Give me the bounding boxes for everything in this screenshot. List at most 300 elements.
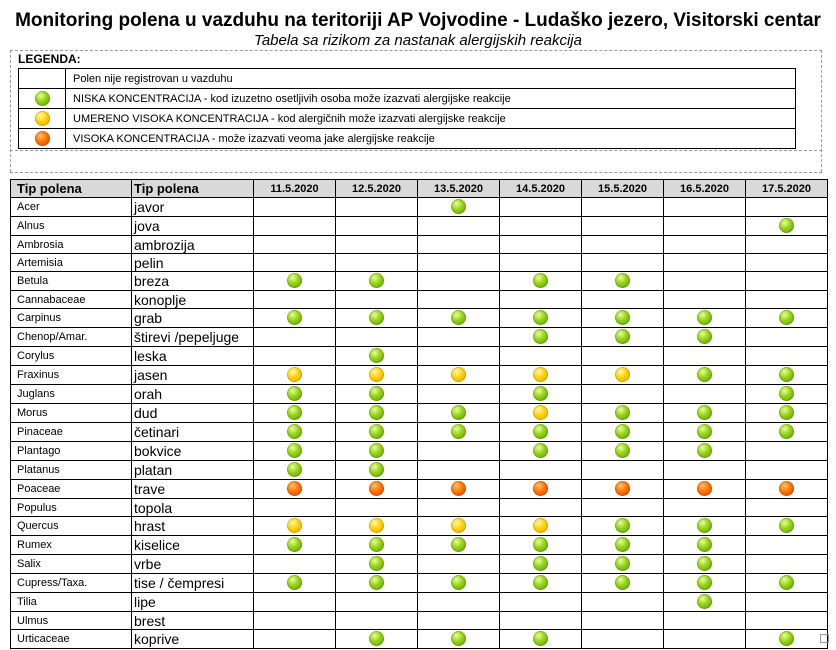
- green-dot-icon: [697, 556, 712, 571]
- green-dot-icon: [287, 386, 302, 401]
- level-cell: [254, 366, 336, 385]
- green-dot-icon: [451, 631, 466, 646]
- level-cell: [664, 366, 746, 385]
- latin-name-cell: Cupress/Taxa.: [11, 574, 132, 593]
- latin-name-cell: Cannabaceae: [11, 291, 132, 309]
- level-cell: [664, 385, 746, 404]
- green-dot-icon: [697, 575, 712, 590]
- level-cell: [664, 442, 746, 461]
- level-cell: [500, 328, 582, 347]
- table-row: [11, 593, 828, 612]
- local-name-cell: koprive: [132, 630, 254, 649]
- level-cell: [336, 480, 418, 499]
- legend-text: Polen nije registrovan u vazduhu: [66, 69, 796, 89]
- level-cell: [418, 328, 500, 347]
- local-name-cell: brest: [132, 612, 254, 630]
- level-cell: [418, 555, 500, 574]
- legend-row: [19, 89, 796, 109]
- level-cell: [418, 198, 500, 217]
- level-cell: [664, 291, 746, 309]
- level-cell: [582, 423, 664, 442]
- level-cell: [254, 198, 336, 217]
- level-cell: [582, 574, 664, 593]
- level-cell: [746, 291, 828, 309]
- level-cell: [254, 536, 336, 555]
- table-row: [11, 236, 828, 254]
- green-dot-icon: [533, 443, 548, 458]
- level-cell: [664, 309, 746, 328]
- level-cell: [746, 480, 828, 499]
- green-dot-icon: [369, 310, 384, 325]
- legend-symbol: [19, 129, 66, 149]
- table-row: [11, 366, 828, 385]
- level-cell: [418, 236, 500, 254]
- table-row: [11, 517, 828, 536]
- level-cell: [582, 517, 664, 536]
- legend-symbol: [19, 109, 66, 129]
- green-dot-icon: [615, 424, 630, 439]
- green-dot-icon: [451, 310, 466, 325]
- level-cell: [664, 612, 746, 630]
- level-cell: [336, 461, 418, 480]
- green-dot-icon: [533, 424, 548, 439]
- level-cell: [418, 385, 500, 404]
- level-cell: [664, 347, 746, 366]
- green-dot-icon: [697, 329, 712, 344]
- legend-title: LEGENDA:: [18, 52, 81, 66]
- level-cell: [336, 385, 418, 404]
- level-cell: [418, 291, 500, 309]
- level-cell: [664, 198, 746, 217]
- level-cell: [664, 517, 746, 536]
- local-name-cell: jova: [132, 217, 254, 236]
- green-dot-icon: [615, 575, 630, 590]
- level-cell: [500, 291, 582, 309]
- yellow-dot-icon: [287, 518, 302, 533]
- green-dot-icon: [697, 537, 712, 552]
- level-cell: [582, 291, 664, 309]
- level-cell: [500, 385, 582, 404]
- level-cell: [254, 272, 336, 291]
- green-dot-icon: [615, 273, 630, 288]
- level-cell: [582, 442, 664, 461]
- header-date: 16.5.2020: [664, 180, 746, 198]
- level-cell: [418, 442, 500, 461]
- local-name-cell: tise / čempresi: [132, 574, 254, 593]
- green-dot-icon: [697, 310, 712, 325]
- level-cell: [746, 236, 828, 254]
- red-dot-icon: [369, 481, 384, 496]
- level-cell: [418, 517, 500, 536]
- level-cell: [664, 254, 746, 272]
- green-dot-icon: [697, 424, 712, 439]
- level-cell: [582, 555, 664, 574]
- level-cell: [582, 272, 664, 291]
- green-dot-icon: [451, 575, 466, 590]
- level-cell: [500, 536, 582, 555]
- legend-symbol: [19, 69, 66, 89]
- level-cell: [336, 366, 418, 385]
- local-name-cell: lipe: [132, 593, 254, 612]
- green-dot-icon: [451, 199, 466, 214]
- legend-row: [19, 109, 796, 129]
- level-cell: [582, 217, 664, 236]
- green-dot-icon: [287, 310, 302, 325]
- green-dot-icon: [615, 405, 630, 420]
- level-cell: [582, 536, 664, 555]
- local-name-cell: štirevi /pepeljuge: [132, 328, 254, 347]
- table-row: [11, 217, 828, 236]
- local-name-cell: leska: [132, 347, 254, 366]
- level-cell: [254, 254, 336, 272]
- level-cell: [582, 461, 664, 480]
- latin-name-cell: Carpinus: [11, 309, 132, 328]
- level-cell: [254, 480, 336, 499]
- level-cell: [336, 217, 418, 236]
- level-cell: [254, 309, 336, 328]
- table-row: [11, 442, 828, 461]
- page-corner-marker: [820, 634, 829, 643]
- header-local-name: Tip polena: [132, 180, 254, 198]
- table-row: [11, 612, 828, 630]
- local-name-cell: dud: [132, 404, 254, 423]
- level-cell: [582, 593, 664, 612]
- level-cell: [664, 574, 746, 593]
- legend-frame-bottom: [10, 172, 822, 173]
- level-cell: [336, 630, 418, 649]
- level-cell: [336, 517, 418, 536]
- level-cell: [254, 328, 336, 347]
- level-cell: [418, 574, 500, 593]
- level-cell: [582, 630, 664, 649]
- legend-frame-top: [10, 50, 822, 51]
- yellow-dot-icon: [369, 367, 384, 382]
- latin-name-cell: Ambrosia: [11, 236, 132, 254]
- level-cell: [254, 499, 336, 517]
- table-row: [11, 555, 828, 574]
- local-name-cell: vrbe: [132, 555, 254, 574]
- level-cell: [336, 593, 418, 612]
- level-cell: [746, 593, 828, 612]
- green-dot-icon: [451, 537, 466, 552]
- yellow-dot-icon: [533, 518, 548, 533]
- green-dot-icon: [533, 537, 548, 552]
- green-dot-icon: [779, 575, 794, 590]
- latin-name-cell: Rumex: [11, 536, 132, 555]
- level-cell: [500, 630, 582, 649]
- level-cell: [418, 217, 500, 236]
- level-cell: [664, 536, 746, 555]
- green-dot-icon: [369, 405, 384, 420]
- table-row: [11, 254, 828, 272]
- header-date: 11.5.2020: [254, 180, 336, 198]
- green-dot-icon: [779, 218, 794, 233]
- table-header-row: [11, 180, 828, 198]
- level-cell: [582, 499, 664, 517]
- level-cell: [746, 517, 828, 536]
- level-cell: [664, 272, 746, 291]
- level-cell: [254, 574, 336, 593]
- latin-name-cell: Populus: [11, 499, 132, 517]
- local-name-cell: konoplje: [132, 291, 254, 309]
- latin-name-cell: Quercus: [11, 517, 132, 536]
- level-cell: [254, 236, 336, 254]
- latin-name-cell: Morus: [11, 404, 132, 423]
- local-name-cell: javor: [132, 198, 254, 217]
- table-row: [11, 198, 828, 217]
- table-row: [11, 461, 828, 480]
- red-dot-icon: [287, 481, 302, 496]
- green-dot-icon: [615, 310, 630, 325]
- latin-name-cell: Alnus: [11, 217, 132, 236]
- header-date: 15.5.2020: [582, 180, 664, 198]
- green-dot-icon: [615, 443, 630, 458]
- level-cell: [500, 404, 582, 423]
- latin-name-cell: Juglans: [11, 385, 132, 404]
- green-dot-icon: [369, 273, 384, 288]
- level-cell: [746, 309, 828, 328]
- level-cell: [746, 385, 828, 404]
- table-row: [11, 536, 828, 555]
- legend-text: VISOKA KONCENTRACIJA - može izazvati veoma jake alergijske reakcije: [66, 129, 796, 149]
- legend-text: UMERENO VISOKA KONCENTRACIJA - kod alergičnih može izazvati alergijske reakcije: [66, 109, 796, 129]
- level-cell: [418, 536, 500, 555]
- level-cell: [418, 593, 500, 612]
- yellow-dot-icon: [451, 518, 466, 533]
- green-dot-icon: [615, 537, 630, 552]
- level-cell: [582, 347, 664, 366]
- latin-name-cell: Tilia: [11, 593, 132, 612]
- level-cell: [418, 499, 500, 517]
- latin-name-cell: Salix: [11, 555, 132, 574]
- level-cell: [418, 612, 500, 630]
- level-cell: [746, 536, 828, 555]
- level-cell: [746, 499, 828, 517]
- local-name-cell: hrast: [132, 517, 254, 536]
- latin-name-cell: Acer: [11, 198, 132, 217]
- level-cell: [254, 423, 336, 442]
- yellow-dot-icon: [533, 367, 548, 382]
- level-cell: [500, 480, 582, 499]
- local-name-cell: grab: [132, 309, 254, 328]
- local-name-cell: topola: [132, 499, 254, 517]
- level-cell: [418, 630, 500, 649]
- legend-row: [19, 129, 796, 149]
- latin-name-cell: Pinaceae: [11, 423, 132, 442]
- level-cell: [336, 499, 418, 517]
- level-cell: [582, 404, 664, 423]
- level-cell: [254, 593, 336, 612]
- level-cell: [664, 328, 746, 347]
- green-dot-icon: [287, 537, 302, 552]
- yellow-dot-icon: [35, 111, 50, 126]
- table-row: [11, 404, 828, 423]
- local-name-cell: trave: [132, 480, 254, 499]
- page-subtitle: Tabela sa rizikom za nastanak alergijskih reakcija: [254, 32, 582, 49]
- level-cell: [500, 217, 582, 236]
- green-dot-icon: [533, 575, 548, 590]
- green-dot-icon: [369, 556, 384, 571]
- level-cell: [500, 461, 582, 480]
- level-cell: [418, 404, 500, 423]
- latin-name-cell: Chenop/Amar.: [11, 328, 132, 347]
- level-cell: [746, 198, 828, 217]
- green-dot-icon: [287, 405, 302, 420]
- legend-symbol: [19, 89, 66, 109]
- level-cell: [254, 630, 336, 649]
- level-cell: [582, 328, 664, 347]
- table-row: [11, 291, 828, 309]
- level-cell: [500, 254, 582, 272]
- level-cell: [336, 291, 418, 309]
- red-dot-icon: [451, 481, 466, 496]
- level-cell: [254, 291, 336, 309]
- level-cell: [746, 442, 828, 461]
- green-dot-icon: [451, 424, 466, 439]
- green-dot-icon: [451, 405, 466, 420]
- level-cell: [254, 347, 336, 366]
- local-name-cell: četinari: [132, 423, 254, 442]
- level-cell: [582, 612, 664, 630]
- table-row: [11, 272, 828, 291]
- green-dot-icon: [615, 556, 630, 571]
- local-name-cell: platan: [132, 461, 254, 480]
- level-cell: [746, 574, 828, 593]
- pollen-table: [10, 179, 828, 649]
- legend-table: [18, 68, 796, 149]
- table-row: [11, 574, 828, 593]
- level-cell: [582, 480, 664, 499]
- yellow-dot-icon: [451, 367, 466, 382]
- green-dot-icon: [35, 91, 50, 106]
- level-cell: [418, 309, 500, 328]
- level-cell: [254, 517, 336, 536]
- level-cell: [746, 328, 828, 347]
- level-cell: [254, 555, 336, 574]
- yellow-dot-icon: [369, 518, 384, 533]
- green-dot-icon: [369, 537, 384, 552]
- green-dot-icon: [369, 348, 384, 363]
- level-cell: [500, 593, 582, 612]
- table-row: [11, 423, 828, 442]
- green-dot-icon: [533, 310, 548, 325]
- level-cell: [418, 254, 500, 272]
- level-cell: [746, 404, 828, 423]
- level-cell: [500, 574, 582, 593]
- level-cell: [254, 461, 336, 480]
- level-cell: [418, 366, 500, 385]
- header-date: 13.5.2020: [418, 180, 500, 198]
- level-cell: [582, 309, 664, 328]
- level-cell: [746, 555, 828, 574]
- level-cell: [500, 612, 582, 630]
- local-name-cell: breza: [132, 272, 254, 291]
- level-cell: [582, 385, 664, 404]
- table-row: [11, 499, 828, 517]
- level-cell: [336, 254, 418, 272]
- green-dot-icon: [287, 424, 302, 439]
- level-cell: [746, 630, 828, 649]
- yellow-dot-icon: [615, 367, 630, 382]
- header-date: 12.5.2020: [336, 180, 418, 198]
- green-dot-icon: [615, 329, 630, 344]
- level-cell: [336, 236, 418, 254]
- local-name-cell: kiselice: [132, 536, 254, 555]
- level-cell: [500, 366, 582, 385]
- latin-name-cell: Ulmus: [11, 612, 132, 630]
- green-dot-icon: [533, 273, 548, 288]
- local-name-cell: bokvice: [132, 442, 254, 461]
- level-cell: [500, 272, 582, 291]
- level-cell: [500, 236, 582, 254]
- green-dot-icon: [779, 405, 794, 420]
- legend-frame-left: [10, 50, 11, 172]
- level-cell: [746, 366, 828, 385]
- latin-name-cell: Fraxinus: [11, 366, 132, 385]
- level-cell: [254, 404, 336, 423]
- level-cell: [254, 442, 336, 461]
- table-row: [11, 480, 828, 499]
- table-row: [11, 385, 828, 404]
- green-dot-icon: [369, 631, 384, 646]
- latin-name-cell: Poaceae: [11, 480, 132, 499]
- level-cell: [336, 536, 418, 555]
- level-cell: [500, 517, 582, 536]
- level-cell: [500, 423, 582, 442]
- local-name-cell: pelin: [132, 254, 254, 272]
- latin-name-cell: Betula: [11, 272, 132, 291]
- local-name-cell: orah: [132, 385, 254, 404]
- level-cell: [418, 272, 500, 291]
- green-dot-icon: [533, 556, 548, 571]
- level-cell: [336, 574, 418, 593]
- level-cell: [746, 612, 828, 630]
- level-cell: [746, 347, 828, 366]
- red-dot-icon: [533, 481, 548, 496]
- level-cell: [582, 254, 664, 272]
- level-cell: [500, 442, 582, 461]
- level-cell: [336, 404, 418, 423]
- green-dot-icon: [697, 518, 712, 533]
- green-dot-icon: [287, 443, 302, 458]
- legend-text: NISKA KONCENTRACIJA - kod izuzetno osetljivih osoba može izazvati alergijske reakcije: [66, 89, 796, 109]
- level-cell: [254, 217, 336, 236]
- level-cell: [746, 217, 828, 236]
- level-cell: [254, 385, 336, 404]
- table-row: [11, 309, 828, 328]
- level-cell: [664, 630, 746, 649]
- level-cell: [336, 272, 418, 291]
- level-cell: [336, 423, 418, 442]
- latin-name-cell: Plantago: [11, 442, 132, 461]
- level-cell: [500, 198, 582, 217]
- level-cell: [336, 442, 418, 461]
- green-dot-icon: [779, 386, 794, 401]
- green-dot-icon: [779, 518, 794, 533]
- green-dot-icon: [533, 631, 548, 646]
- level-cell: [418, 480, 500, 499]
- level-cell: [336, 555, 418, 574]
- green-dot-icon: [369, 424, 384, 439]
- green-dot-icon: [369, 386, 384, 401]
- red-dot-icon: [35, 131, 50, 146]
- green-dot-icon: [533, 329, 548, 344]
- green-dot-icon: [369, 462, 384, 477]
- level-cell: [664, 461, 746, 480]
- level-cell: [582, 198, 664, 217]
- page-title: Monitoring polena u vazduhu na teritoriji AP Vojvodine - Ludaško jezero, Visitorski centar: [15, 10, 821, 31]
- level-cell: [500, 347, 582, 366]
